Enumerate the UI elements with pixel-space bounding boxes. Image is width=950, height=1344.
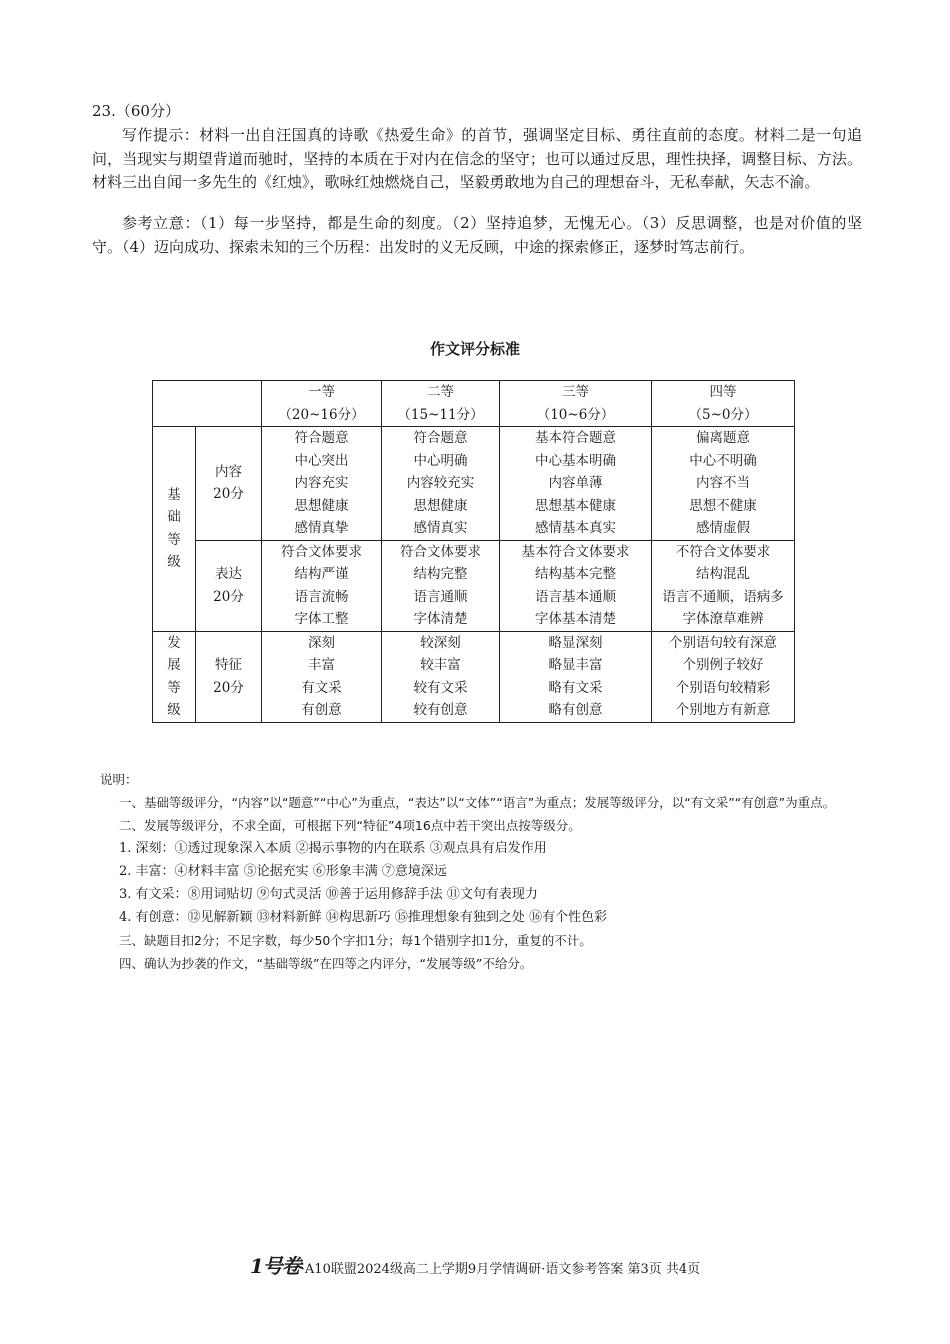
question-number: 23.（60分） (92, 102, 180, 120)
brand-logo: 1号卷 (249, 1254, 301, 1278)
writing-hint (92, 124, 862, 195)
content-cell: 偏离题意 中心不明确 内容不当 思想不健康 感情虚假 (652, 427, 795, 541)
note-2: 二、发展等级评分，不求全面，可根据下列“特征”4项16点中若干突出点按等级分。 (119, 818, 581, 833)
note-item: 2. 丰富：④材料丰富 ⑤论据充实 ⑥形象丰满 ⑦意境深远 (119, 864, 447, 879)
page-footer (0, 1250, 950, 1279)
expression-cell: 基本符合文体要求 结构基本完整 语言基本通顺 字体基本清楚 (500, 540, 652, 631)
content-cell: 基本符合题意 中心基本明确 内容单薄 思想基本健康 感情基本真实 (500, 427, 652, 541)
feature-label: 特征 20分 (196, 631, 262, 722)
expression-cell: 符合文体要求 结构完整 语言通顺 字体清楚 (382, 540, 500, 631)
note-3: 三、缺题目扣2分；不足字数，每少50个字扣1分；每1个错别字扣1分，重复的不计。 (119, 933, 592, 948)
hint-label: 写作提示： (122, 126, 200, 144)
notes-heading: 说明： (100, 772, 138, 787)
content-label: 内容 20分 (196, 427, 262, 541)
content-row (153, 427, 795, 541)
expression-cell: 不符合文体要求 结构混乱 语言不通顺，语病多 字体潦草难辨 (652, 540, 795, 631)
content-cell: 符合题意 中心明确 内容较充实 思想健康 感情真实 (382, 427, 500, 541)
notes-section (92, 768, 862, 975)
expression-label: 表达 20分 (196, 540, 262, 631)
note-item: 4. 有创意：⑫见解新颖 ⑬材料新鲜 ⑭构思新巧 ⑮推理想象有独到之处 ⑯有个性色彩 (119, 910, 608, 925)
content-cell: 符合题意 中心突出 内容充实 思想健康 感情真挚 (262, 427, 382, 541)
note-item: 3. 有文采：⑧用词贴切 ⑨句式灵活 ⑩善于运用修辞手法 ⑪文句有表现力 (119, 887, 538, 902)
table-title: 作文评分标准 (429, 340, 520, 358)
development-level-label: 发 展 等 级 (153, 631, 196, 722)
expression-cell: 符合文体要求 结构严谨 语言流畅 字体工整 (262, 540, 382, 631)
feature-row (153, 631, 795, 722)
feature-cell: 略显深刻 略显丰富 略有文采 略有创意 (500, 631, 652, 722)
note-1: 一、基础等级评分，“内容”以“题意”“中心”为重点，“表达”以“文体”“语言”为重点；发展等级评分，以“有文采”“有创意”为重点。 (119, 795, 836, 810)
grade-header: 四等 （5~0分） (652, 381, 795, 427)
note-4: 四、确认为抄袭的作文，“基础等级”在四等之内评分，“发展等级”不给分。 (119, 956, 533, 971)
grade-header: 一等 （20~16分） (262, 381, 382, 427)
feature-cell: 个别语句较有深意 个别例子较好 个别语句较精彩 个别地方有新意 (652, 631, 795, 722)
footer-text: ·A10联盟2024级高二上学期9月学情调研·语文参考答案 第3页 共4页 (300, 1262, 701, 1277)
grade-header: 二等 （15~11分） (382, 381, 500, 427)
feature-cell: 较深刻 较丰富 较有文采 较有创意 (382, 631, 500, 722)
feature-cell: 深刻 丰富 有文采 有创意 (262, 631, 382, 722)
header-row (153, 381, 795, 427)
ref-text: （1）每一步坚持，都是生命的刻度。（2）坚持追梦，无愧无心。（3）反思调整，也是对价值的坚守。（4）迈向成功、探索未知的三个历程：出发时的义无反顾，中途的探索修正，逐梦时笃志前行。 (92, 214, 862, 256)
grading-table (152, 380, 795, 723)
corner-cell (153, 381, 262, 427)
hint-text: 材料一出自汪国真的诗歌《热爱生命》的首节，强调坚定目标、勇往直前的态度。材料二是一句追问，当现实与期望背道而驰时，坚持的本质在于对内在信念的坚守；也可以通过反思，理性抉择，调整目标、方法。材料三出自闻一多先生的《红烛》，歌咏红烛燃烧自己，坚毅勇敢地为自己的理想奋斗，无私奉献，矢志不渝。 (92, 126, 862, 191)
ref-label: 参考立意： (122, 214, 200, 232)
basic-level-label: 基 础 等 级 (153, 427, 196, 632)
grade-header: 三等 （10~6分） (500, 381, 652, 427)
expression-row (153, 540, 795, 631)
note-item: 1. 深刻：①透过现象深入本质 ②揭示事物的内在联系 ③观点具有启发作用 (119, 841, 547, 856)
reference-ideas (92, 212, 862, 259)
